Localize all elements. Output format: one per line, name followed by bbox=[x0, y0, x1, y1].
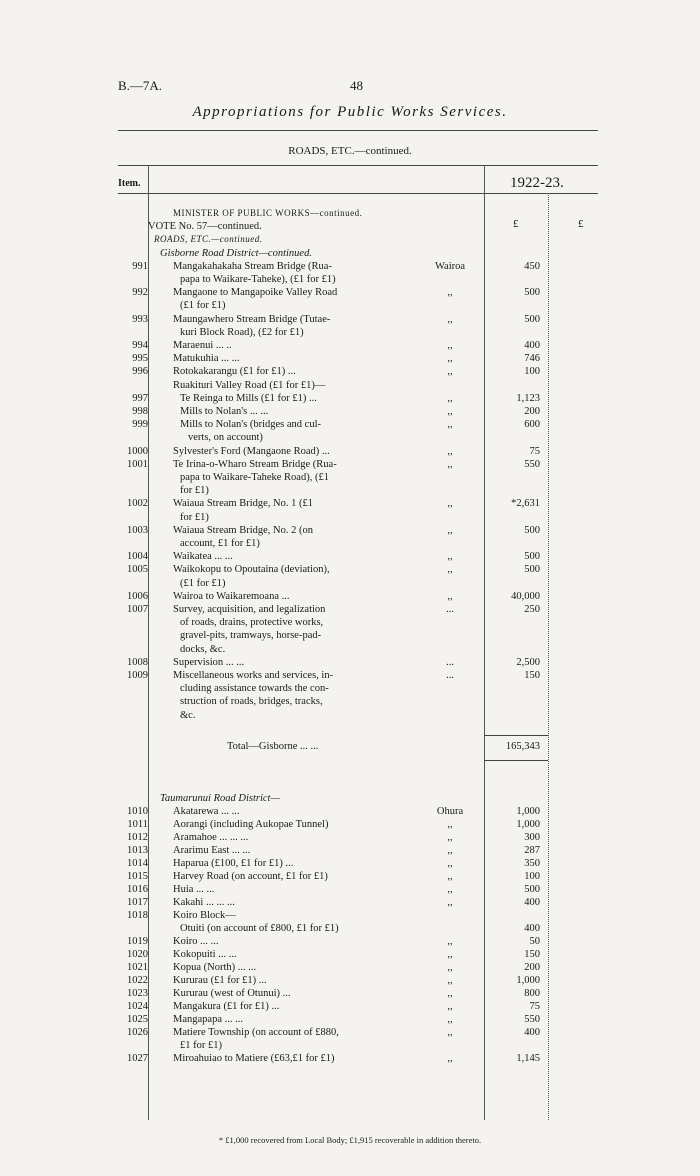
item-description: Koiro Block— bbox=[173, 910, 236, 921]
item-description: Mills to Nolan's ... ... bbox=[180, 406, 269, 417]
table-row-text bbox=[0, 484, 700, 497]
title-rule bbox=[118, 130, 598, 131]
table-row bbox=[0, 669, 700, 682]
amount: 746 bbox=[524, 353, 540, 365]
item-description: Maungawhero Stream Bridge (Tutae- bbox=[173, 313, 331, 325]
item-description: (£1 for £1) bbox=[180, 300, 226, 312]
amount: 1,000 bbox=[516, 806, 540, 817]
amount: 2,500 bbox=[516, 656, 540, 668]
item-description: Koiro ... ... bbox=[173, 936, 219, 947]
item-number: 1014 bbox=[127, 858, 148, 869]
table-row-text bbox=[0, 233, 700, 246]
total-row bbox=[0, 740, 700, 753]
item-description: Matukuhia ... ... bbox=[173, 353, 240, 365]
item-number: 995 bbox=[132, 353, 148, 365]
electoral-district: ,, bbox=[447, 962, 453, 973]
item-number: 1023 bbox=[127, 988, 148, 999]
electoral-district: ... bbox=[446, 604, 454, 615]
amount: 200 bbox=[524, 962, 540, 973]
table-row-text bbox=[0, 709, 700, 722]
item-number: 1007 bbox=[127, 604, 148, 615]
table-row-text bbox=[0, 247, 700, 260]
item-description: Huia ... ... bbox=[173, 884, 215, 895]
item-description: Taumarunui Road District— bbox=[160, 793, 280, 804]
table-row bbox=[0, 818, 700, 831]
item-number: 1020 bbox=[127, 949, 148, 960]
amount: 500 bbox=[524, 287, 540, 299]
table-row bbox=[0, 831, 700, 844]
table-row bbox=[0, 656, 700, 669]
item-number: 992 bbox=[132, 287, 148, 299]
item-description: docks, &c. bbox=[180, 643, 226, 655]
table-row-text bbox=[0, 326, 700, 339]
item-number: 1027 bbox=[127, 1053, 148, 1064]
table-row bbox=[0, 497, 700, 510]
item-description: Rotokakarangu (£1 for £1) ... bbox=[173, 366, 296, 378]
electoral-district: ,, bbox=[447, 1001, 453, 1012]
table-row bbox=[0, 445, 700, 458]
table-row bbox=[0, 352, 700, 365]
item-number: 1016 bbox=[127, 884, 148, 895]
item-description: cluding assistance towards the con- bbox=[180, 683, 329, 695]
item-description: papa to Waikare-Taheke Road), (£1 bbox=[180, 472, 329, 483]
amount: 100 bbox=[524, 366, 540, 378]
item-number: 1003 bbox=[127, 524, 148, 536]
item-description: papa to Waikare-Taheke), (£1 for £1) bbox=[180, 274, 336, 285]
item-number: 1012 bbox=[127, 832, 148, 843]
item-number: 1015 bbox=[127, 871, 148, 882]
amount: 500 bbox=[524, 564, 540, 576]
total-rule-bottom bbox=[484, 760, 548, 761]
table-row bbox=[0, 550, 700, 563]
item-number: 1026 bbox=[127, 1027, 148, 1038]
total-amount: 165,343 bbox=[505, 741, 540, 752]
amount: *2,631 bbox=[511, 498, 540, 510]
table-row-text bbox=[0, 616, 700, 629]
item-number: 1009 bbox=[127, 670, 148, 681]
electoral-district: ,, bbox=[447, 419, 453, 431]
table-row bbox=[0, 961, 700, 974]
amount: 150 bbox=[524, 670, 540, 681]
item-description: Kururau (west of Otunui) ... bbox=[173, 988, 291, 999]
amount: 550 bbox=[524, 1014, 540, 1025]
item-description: for £1) bbox=[180, 485, 209, 497]
table-row bbox=[0, 339, 700, 352]
footnote: * £1,000 recovered from Local Body; £1,915 recoverable in addition thereto. bbox=[218, 1135, 482, 1145]
page-title: Appropriations for Public Works Services. bbox=[192, 104, 508, 120]
table-row bbox=[0, 260, 700, 273]
item-description: Mangakahakaha Stream Bridge (Rua- bbox=[173, 260, 332, 272]
table-row-text bbox=[0, 577, 700, 590]
total-rule-top bbox=[484, 735, 548, 736]
section-heading: ROADS, ETC.—continued. bbox=[288, 145, 412, 157]
item-number: 1010 bbox=[127, 806, 148, 817]
item-number: 1004 bbox=[127, 551, 148, 563]
table-row bbox=[0, 458, 700, 471]
table-row bbox=[0, 909, 700, 922]
item-description: Waikatea ... ... bbox=[173, 551, 233, 563]
table-row bbox=[0, 935, 700, 948]
table-row bbox=[0, 896, 700, 909]
item-number: 1025 bbox=[127, 1014, 148, 1025]
item-number: 999 bbox=[132, 419, 148, 431]
electoral-district: ,, bbox=[447, 897, 453, 908]
table-row-text bbox=[0, 471, 700, 484]
total-label: Total—Gisborne ... ... bbox=[227, 741, 319, 752]
item-number: 1006 bbox=[127, 590, 148, 602]
item-description: (£1 for £1) bbox=[180, 577, 226, 589]
amount: 150 bbox=[524, 949, 540, 960]
table-row bbox=[0, 844, 700, 857]
item-description: Te Reinga to Mills (£1 for £1) ... bbox=[180, 392, 317, 404]
amount: 550 bbox=[524, 458, 540, 470]
table-row bbox=[0, 524, 700, 537]
amount: 350 bbox=[524, 858, 540, 869]
item-number: 1018 bbox=[127, 910, 148, 921]
item-description: Miscellaneous works and services, in- bbox=[173, 670, 334, 681]
table-row-text bbox=[0, 695, 700, 708]
electoral-district: ,, bbox=[447, 406, 453, 417]
electoral-district: ,, bbox=[447, 858, 453, 869]
table-row-text bbox=[0, 629, 700, 642]
amount: 600 bbox=[524, 419, 540, 431]
electoral-district: ,, bbox=[447, 819, 453, 830]
amount: 1,000 bbox=[516, 819, 540, 830]
electoral-district: ,, bbox=[447, 392, 453, 404]
amount: 400 bbox=[524, 923, 540, 934]
electoral-district: ,, bbox=[447, 287, 453, 299]
electoral-district: ,, bbox=[447, 458, 453, 470]
amount: 50 bbox=[529, 936, 540, 947]
table-row-text bbox=[0, 643, 700, 656]
item-description: Kururau (£1 for £1) ... bbox=[173, 975, 267, 986]
table-row-text bbox=[0, 537, 700, 550]
electoral-district: ,, bbox=[447, 445, 453, 457]
electoral-district: ,, bbox=[447, 884, 453, 895]
item-number: 1022 bbox=[127, 975, 148, 986]
item-description: Aramahoe ... ... ... bbox=[173, 832, 249, 843]
year-header: 1922-23. bbox=[510, 175, 564, 191]
electoral-district: ,, bbox=[447, 988, 453, 999]
table-row bbox=[0, 563, 700, 576]
amount: 200 bbox=[524, 406, 540, 417]
table-row-text bbox=[0, 511, 700, 524]
table-row bbox=[0, 405, 700, 418]
item-number: 1024 bbox=[127, 1001, 148, 1012]
item-description: verts, on account) bbox=[188, 432, 263, 444]
item-number: 996 bbox=[132, 366, 148, 378]
item-description: Waikokopu to Opoutaina (deviation), bbox=[173, 564, 330, 576]
table-row bbox=[0, 313, 700, 326]
pound-header-1: £ bbox=[513, 218, 519, 230]
amount: 300 bbox=[524, 832, 540, 843]
electoral-district: ,, bbox=[447, 524, 453, 536]
electoral-district: ,, bbox=[447, 498, 453, 510]
table-row-text bbox=[0, 922, 700, 935]
table-row bbox=[0, 883, 700, 896]
amount: 500 bbox=[524, 313, 540, 325]
table-row bbox=[0, 870, 700, 883]
item-header: Item. bbox=[118, 178, 141, 189]
item-description: Kokopuiti ... ... bbox=[173, 949, 237, 960]
header-rule-bottom bbox=[118, 193, 598, 194]
table-row bbox=[0, 805, 700, 818]
item-description: Survey, acquisition, and legalization bbox=[173, 604, 326, 615]
item-description: for £1) bbox=[180, 511, 209, 523]
item-description: Matiere Township (on account of £880, bbox=[173, 1027, 339, 1038]
table-row-text bbox=[0, 379, 700, 392]
amount: 250 bbox=[524, 604, 540, 615]
amount: 500 bbox=[524, 884, 540, 895]
electoral-district: Ohura bbox=[436, 806, 464, 817]
table-row bbox=[0, 418, 700, 431]
electoral-district: ,, bbox=[447, 1053, 453, 1064]
table-row-text bbox=[0, 220, 700, 233]
electoral-district: ,, bbox=[447, 871, 453, 882]
amount: 1,145 bbox=[516, 1053, 540, 1064]
amount: 75 bbox=[529, 445, 540, 457]
table-row-text bbox=[0, 792, 700, 805]
table-row bbox=[0, 974, 700, 987]
item-description: Ararimu East ... ... bbox=[173, 845, 251, 856]
amount: 100 bbox=[524, 871, 540, 882]
table-row bbox=[0, 857, 700, 870]
item-number: 1002 bbox=[127, 498, 148, 510]
amount: 800 bbox=[524, 988, 540, 999]
item-description: &c. bbox=[180, 709, 196, 721]
item-number: 993 bbox=[132, 313, 148, 325]
table-row-text bbox=[0, 1039, 700, 1052]
item-description: Harvey Road (on account, £1 for £1) bbox=[173, 871, 328, 882]
table-row bbox=[0, 590, 700, 603]
amount: 400 bbox=[524, 1027, 540, 1038]
page-ref: B.—7A. bbox=[118, 78, 163, 93]
item-description: Mills to Nolan's (bridges and cul- bbox=[180, 419, 321, 431]
table-row bbox=[0, 1026, 700, 1039]
amount: 1,123 bbox=[516, 392, 540, 404]
electoral-district: ... bbox=[446, 670, 454, 681]
item-description: ROADS, ETC.—continued. bbox=[154, 234, 263, 245]
item-description: Miroahuiao to Matiere (£63,£1 for £1) bbox=[173, 1053, 335, 1064]
electoral-district: ,, bbox=[447, 949, 453, 960]
item-description: Maraenui ... .. bbox=[173, 340, 232, 351]
amount: 500 bbox=[524, 551, 540, 563]
table-row bbox=[0, 1052, 700, 1065]
item-number: 994 bbox=[132, 340, 148, 351]
table-row bbox=[0, 365, 700, 378]
electoral-district: ,, bbox=[447, 551, 453, 563]
electoral-district: ,, bbox=[447, 1014, 453, 1025]
item-description: account, £1 for £1) bbox=[180, 538, 260, 549]
electoral-district: Wairoa bbox=[434, 260, 466, 272]
item-description: Ruakituri Valley Road (£1 for £1)— bbox=[173, 379, 326, 391]
amount: 400 bbox=[524, 340, 540, 351]
electoral-district: ,, bbox=[447, 590, 453, 602]
table-row-text bbox=[0, 207, 700, 220]
amount: 450 bbox=[524, 260, 540, 272]
item-description: Waiaua Stream Bridge, No. 1 (£1 bbox=[173, 498, 313, 510]
table-row bbox=[0, 286, 700, 299]
table-row-text bbox=[0, 299, 700, 312]
item-description: £1 for £1) bbox=[180, 1040, 222, 1051]
electoral-district: ,, bbox=[447, 845, 453, 856]
item-description: Supervision ... ... bbox=[173, 656, 245, 668]
page-number: 48 bbox=[350, 78, 363, 93]
amount: 75 bbox=[529, 1001, 540, 1012]
electoral-district: ,, bbox=[447, 353, 453, 365]
table-row bbox=[0, 1000, 700, 1013]
item-description: Otuiti (on account of £800, £1 for £1) bbox=[180, 923, 339, 934]
item-description: Te Irina-o-Wharo Stream Bridge (Rua- bbox=[173, 458, 337, 470]
item-number: 1011 bbox=[127, 819, 148, 830]
item-description: of roads, drains, protective works, bbox=[180, 617, 324, 629]
item-number: 991 bbox=[132, 260, 148, 272]
table-row bbox=[0, 948, 700, 961]
item-description: Akatarewa ... ... bbox=[173, 806, 240, 817]
table-row-text bbox=[0, 431, 700, 444]
electoral-district: ,, bbox=[447, 564, 453, 576]
item-description: VOTE No. 57—continued. bbox=[148, 221, 262, 233]
item-number: 1008 bbox=[127, 656, 148, 668]
item-number: 1019 bbox=[127, 936, 148, 947]
item-description: Aorangi (including Aukopae Tunnel) bbox=[173, 819, 329, 830]
item-description: Mangakura (£1 for £1) ... bbox=[173, 1001, 280, 1012]
amount: 400 bbox=[524, 897, 540, 908]
amount: 287 bbox=[524, 845, 540, 856]
amount: 500 bbox=[524, 524, 540, 536]
item-description: Sylvester's Ford (Mangaone Road) ... bbox=[173, 445, 330, 457]
electoral-district: ,, bbox=[447, 313, 453, 325]
item-number: 997 bbox=[132, 392, 148, 404]
item-number: 1021 bbox=[127, 962, 148, 973]
table-row bbox=[0, 603, 700, 616]
table-row bbox=[0, 392, 700, 405]
item-number: 998 bbox=[132, 406, 148, 417]
electoral-district: ,, bbox=[447, 975, 453, 986]
item-number: 1017 bbox=[127, 897, 148, 908]
electoral-district: ,, bbox=[447, 340, 453, 351]
table-row-text bbox=[0, 273, 700, 286]
item-description: Mangaone to Mangapoike Valley Road bbox=[173, 287, 338, 299]
electoral-district: ... bbox=[446, 656, 454, 668]
item-description: Kopua (North) ... ... bbox=[173, 962, 257, 973]
item-description: Haparua (£100, £1 for £1) ... bbox=[173, 858, 294, 869]
item-number: 1013 bbox=[127, 845, 148, 856]
amount: 1,000 bbox=[516, 975, 540, 986]
item-description: Gisborne Road District—continued. bbox=[160, 247, 312, 259]
item-description: Waiaua Stream Bridge, No. 2 (on bbox=[173, 524, 313, 536]
electoral-district: ,, bbox=[447, 936, 453, 947]
item-number: 1001 bbox=[127, 458, 148, 470]
item-description: Mangapapa ... ... bbox=[173, 1014, 243, 1025]
item-description: Wairoa to Waikaremoana ... bbox=[173, 590, 290, 602]
amount: 40,000 bbox=[511, 590, 540, 602]
item-description: MINISTER OF PUBLIC WORKS—continued. bbox=[173, 208, 363, 218]
table-row bbox=[0, 1013, 700, 1026]
electoral-district: ,, bbox=[447, 366, 453, 378]
table-row bbox=[0, 987, 700, 1000]
item-description: struction of roads, bridges, tracks, bbox=[180, 696, 323, 708]
item-number: 1005 bbox=[127, 564, 148, 576]
pound-header-2: £ bbox=[578, 218, 584, 230]
item-description: kuri Block Road), (£2 for £1) bbox=[180, 326, 304, 338]
header-rule-top bbox=[118, 165, 598, 166]
electoral-district: ,, bbox=[447, 832, 453, 843]
item-number: 1000 bbox=[127, 445, 148, 457]
item-description: gravel-pits, tramways, horse-pad- bbox=[180, 630, 322, 642]
item-description: Kakahi ... ... ... bbox=[173, 897, 235, 908]
electoral-district: ,, bbox=[447, 1027, 453, 1038]
table-row-text bbox=[0, 682, 700, 695]
